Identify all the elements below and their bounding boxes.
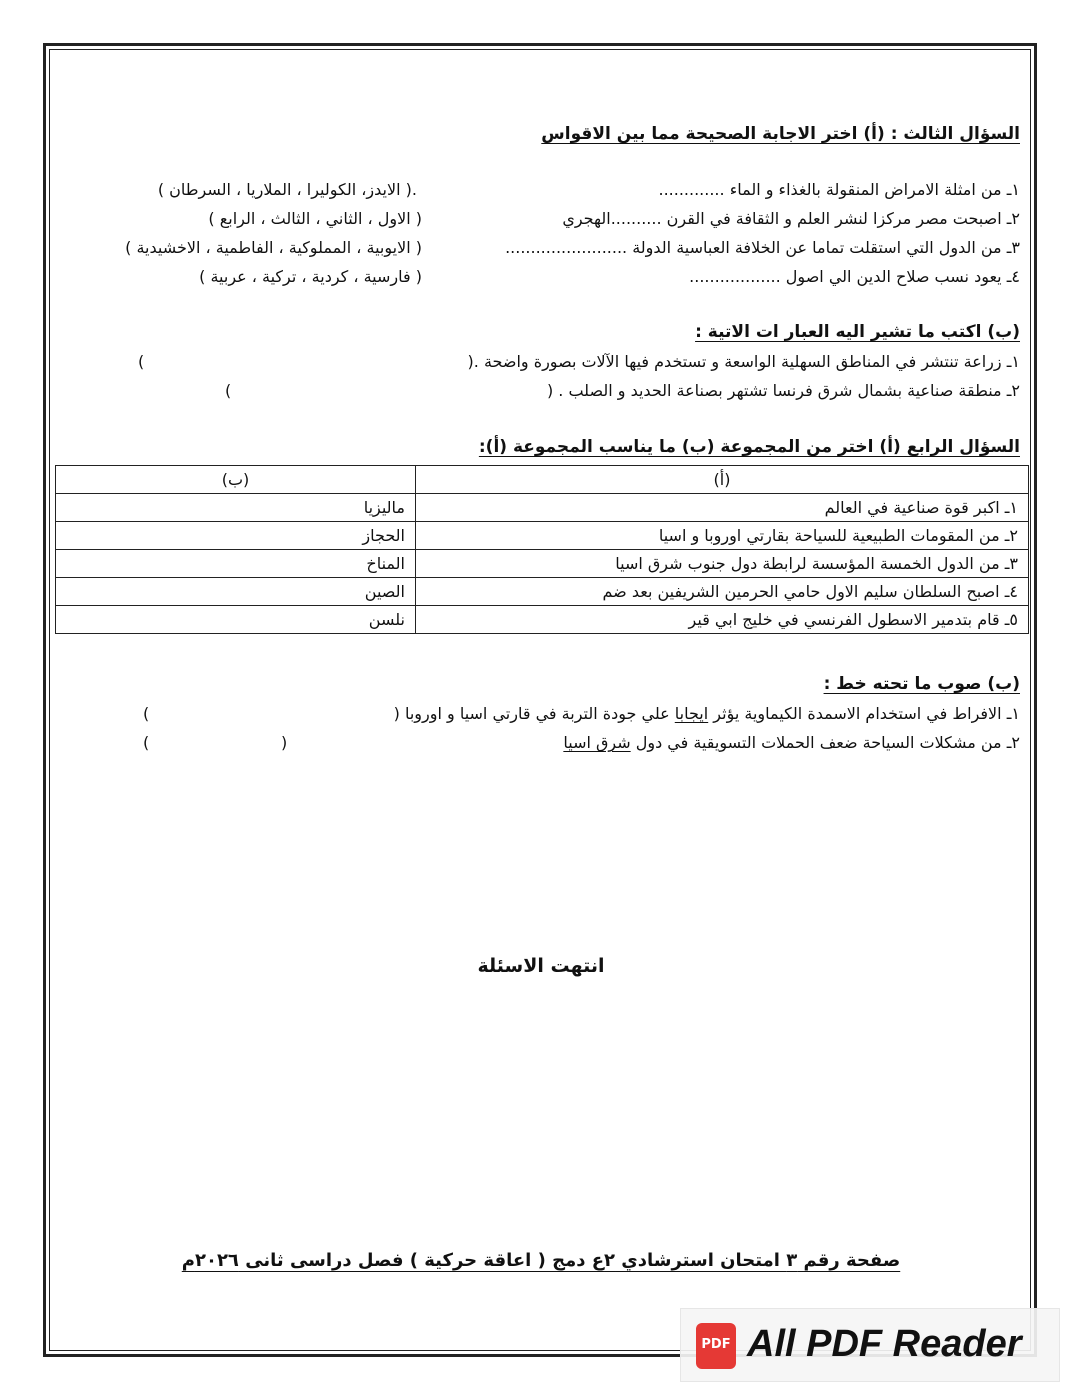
watermark-text: All PDF Reader [747,1323,1022,1365]
q3b-heading: (ب) اكتب ما تشير اليه العبار ات الاتية : [695,322,1020,342]
q4b-item-2-close: ) [143,733,150,752]
pdf-icon-label: PDF [701,1337,731,1352]
q3-item-3: ٣ـ من الدول التي استقلت تماما عن الخلافة العباسية الدولة ........................ [505,238,1020,257]
q3-item-4-options: ( فارسية ، كردية ، تركية ، عربية ) [199,267,422,286]
row-b-cell: الصين [56,578,416,606]
q3-item-4: ٤ـ يعود نسب صلاح الدين الي اصول .................. [689,267,1020,286]
table-row [56,494,1029,522]
q3-item-1-options: .( الايدز، الكوليرا ، الملاريا ، السرطان ) [157,180,417,199]
row-a-cell: ١ـ اكبر قوة صناعية في العالم [416,494,1029,522]
q4b-item-2-pre: ٢ـ من مشكلات السياحة ضعف الحملات التسويقية في دول [630,733,1020,752]
column-a-header: (أ) [416,466,1029,494]
q3b-item-1-close: ) [138,352,145,371]
pdf-icon [696,1323,736,1369]
q3-item-3-options: ( الايوبية ، المملوكية ، الفاطمية ، الاخشيدية ) [125,238,422,257]
page-footer: صفحة رقم ٣ امتحان استرشادي ٢ع دمج ( اعاقة حركية ) فصل دراسى ثانى ٢٠٢٦م [181,1250,901,1271]
q4b-item-1 [394,702,1020,726]
matching-table [55,465,1029,634]
table-row [56,578,1029,606]
q4-heading: السؤال الرابع (أ) اختر من المجموعة (ب) ما يناسب المجموعة (أ): [478,437,1020,457]
end-of-questions: انتهت الاسئلة [477,955,605,977]
q3b-item-2-close: ) [225,381,232,400]
row-a-cell: ٥ـ قام بتدمير الاسطول الفرنسي في خليج ابي قير [416,606,1029,634]
row-a-cell: ٢ـ من المقومات الطبيعية للسياحة بقارتي اوروبا و اسيا [416,522,1029,550]
table-row [56,606,1029,634]
q3-heading: السؤال الثالث : (أ) اختر الاجابة الصحيحة مما بين الاقواس [541,124,1020,144]
q3b-item-2: ٢ـ منطقة صناعية بشمال شرق فرنسا تشتهر بصناعة الحديد و الصلب . ( [546,381,1020,400]
column-b-header: (ب) [56,466,416,494]
q4b-item-1-underlined: ايجابا [674,704,709,723]
q3b-item-1: ١ـ زراعة تنتشر في المناطق السهلية الواسعة و تستخدم فيها الآلات بصورة واضحة .( [467,352,1020,371]
q4b-item-1-pre: ١ـ الافراط في استخدام الاسمدة الكيماوية يؤثر [708,704,1020,723]
row-a-cell: ٣ـ من الدول الخمسة المؤسسة لرابطة دول جنوب شرق اسيا [416,550,1029,578]
row-b-cell: ماليزيا [56,494,416,522]
q3-item-2: ٢ـ اصبحت مصر مركزا لنشر العلم و الثقافة في القرن ..........الهجري [562,209,1020,228]
q4b-item-1-post: علي جودة التربة في قارتي اسيا و اوروبا ( [393,704,675,723]
table-row [56,550,1029,578]
q3-item-2-options: ( الاول ، الثاني ، الثالث ، الرابع ) [208,209,422,228]
q3-item-1: ١ـ من امثلة الامراض المنقولة بالغذاء و الماء ............. [658,180,1020,199]
app-watermark [680,1308,1060,1382]
row-b-cell: نلسن [56,606,416,634]
q4b-item-1-close: ) [143,704,150,723]
q4b-heading: (ب) صوب ما تحته خط : [823,674,1020,694]
row-a-cell: ٤ـ اصبح السلطان سليم الاول حامي الحرمين الشريفين بعد ضم [416,578,1029,606]
q4b-item-2-open: ( [281,733,288,752]
row-b-cell: المناخ [56,550,416,578]
row-b-cell: الحجاز [56,522,416,550]
q4b-item-2-underlined: شرق اسيا [563,733,631,752]
table-header-row [56,466,1029,494]
table-row [56,522,1029,550]
q4b-item-2 [563,731,1020,755]
